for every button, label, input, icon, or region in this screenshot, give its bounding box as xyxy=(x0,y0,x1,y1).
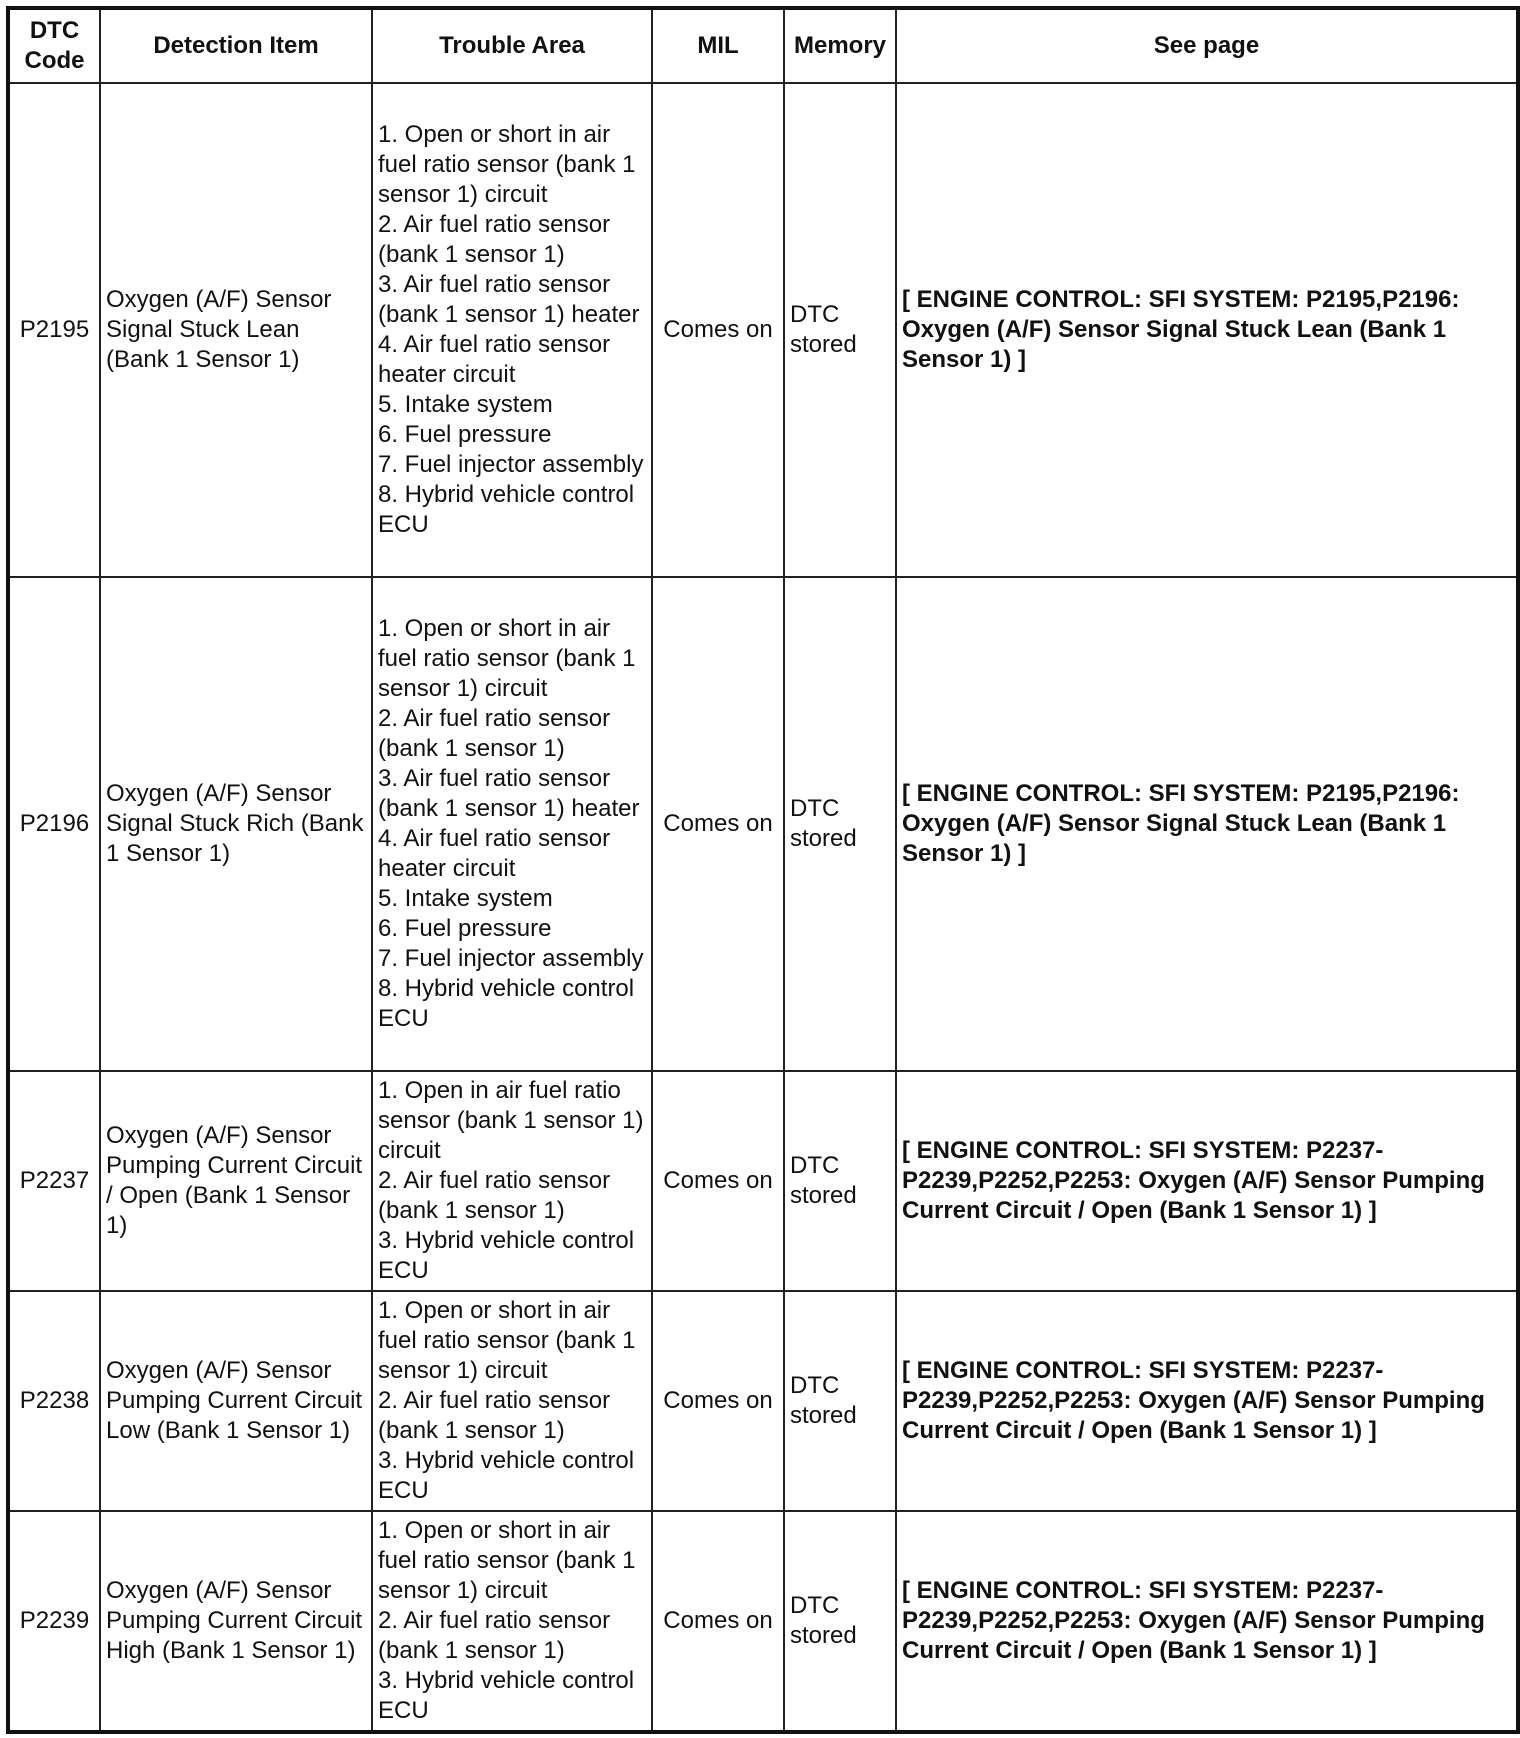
trouble-area-item: 1. Open or short in air fuel ratio sensor (bank 1 sensor 1) circuit xyxy=(378,1517,636,1604)
trouble-area-item: 2. Air fuel ratio sensor (bank 1 sensor 1) xyxy=(378,1387,611,1444)
trouble-area-item: 2. Air fuel ratio sensor (bank 1 sensor 1) xyxy=(378,1607,611,1664)
header-see-page: See page xyxy=(896,8,1518,83)
memory-cell: DTC stored xyxy=(784,1511,896,1732)
see-page-link[interactable]: [ ENGINE CONTROL: SFI SYSTEM: P2195,P2196: Oxygen (A/F) Sensor Signal Stuck Lean (Bank 1 Sensor 1) ] xyxy=(896,577,1518,1071)
trouble-area-item: 5. Intake system xyxy=(378,391,553,418)
trouble-area-item: 4. Air fuel ratio sensor heater circuit xyxy=(378,825,611,882)
trouble-area-item: 7. Fuel injector assembly xyxy=(378,451,644,478)
see-page-link[interactable]: [ ENGINE CONTROL: SFI SYSTEM: P2237-P2239,P2252,P2253: Oxygen (A/F) Sensor Pumping Current Circuit / Open (Bank 1 Sensor 1) ] xyxy=(896,1071,1518,1291)
trouble-area-item: 8. Hybrid vehicle control ECU xyxy=(378,975,635,1032)
header-detection-item: Detection Item xyxy=(100,8,372,83)
memory-cell: DTC stored xyxy=(784,1071,896,1291)
dtc-code-cell: P2195 xyxy=(8,83,100,577)
trouble-area-item: 7. Fuel injector assembly xyxy=(378,945,644,972)
trouble-area-item: 1. Open or short in air fuel ratio sensor (bank 1 sensor 1) circuit xyxy=(378,615,636,702)
trouble-area-item: 3. Air fuel ratio sensor (bank 1 sensor 1) heater xyxy=(378,765,640,822)
trouble-area-cell xyxy=(372,1071,652,1291)
detection-item-cell: Oxygen (A/F) Sensor Signal Stuck Rich (Bank 1 Sensor 1) xyxy=(100,577,372,1071)
table-row xyxy=(8,83,1518,577)
header-dtc-code-line1: DTC xyxy=(29,17,80,44)
dtc-code-cell: P2239 xyxy=(8,1511,100,1732)
detection-item-cell: Oxygen (A/F) Sensor Pumping Current Circuit High (Bank 1 Sensor 1) xyxy=(100,1511,372,1732)
detection-item-cell: Oxygen (A/F) Sensor Pumping Current Circuit / Open (Bank 1 Sensor 1) xyxy=(100,1071,372,1291)
trouble-area-cell xyxy=(372,577,652,1071)
mil-cell: Comes on xyxy=(652,83,784,577)
trouble-area-item: 1. Open or short in air fuel ratio sensor (bank 1 sensor 1) circuit xyxy=(378,1297,636,1384)
trouble-area-cell xyxy=(372,1511,652,1732)
trouble-area-item: 2. Air fuel ratio sensor (bank 1 sensor 1) xyxy=(378,211,611,268)
dtc-code-cell: P2237 xyxy=(8,1071,100,1291)
see-page-link[interactable]: [ ENGINE CONTROL: SFI SYSTEM: P2237-P2239,P2252,P2253: Oxygen (A/F) Sensor Pumping Current Circuit / Open (Bank 1 Sensor 1) ] xyxy=(896,1511,1518,1732)
header-trouble-area: Trouble Area xyxy=(372,8,652,83)
trouble-area-cell xyxy=(372,83,652,577)
header-dtc-code xyxy=(8,8,100,83)
see-page-link[interactable]: [ ENGINE CONTROL: SFI SYSTEM: P2237-P2239,P2252,P2253: Oxygen (A/F) Sensor Pumping Current Circuit / Open (Bank 1 Sensor 1) ] xyxy=(896,1291,1518,1511)
trouble-area-item: 2. Air fuel ratio sensor (bank 1 sensor 1) xyxy=(378,705,611,762)
trouble-area-cell xyxy=(372,1291,652,1511)
table-header-row xyxy=(8,8,1518,83)
trouble-area-item: 6. Fuel pressure xyxy=(378,421,552,448)
mil-cell: Comes on xyxy=(652,1071,784,1291)
see-page-link[interactable]: [ ENGINE CONTROL: SFI SYSTEM: P2195,P2196: Oxygen (A/F) Sensor Signal Stuck Lean (Bank 1 Sensor 1) ] xyxy=(896,83,1518,577)
dtc-code-cell: P2196 xyxy=(8,577,100,1071)
dtc-table xyxy=(6,6,1520,1734)
table-row xyxy=(8,577,1518,1071)
memory-cell: DTC stored xyxy=(784,83,896,577)
trouble-area-item: 5. Intake system xyxy=(378,885,553,912)
trouble-area-item: 6. Fuel pressure xyxy=(378,915,552,942)
trouble-area-item: 1. Open in air fuel ratio sensor (bank 1 sensor 1) circuit xyxy=(378,1077,644,1164)
trouble-area-item: 3. Hybrid vehicle control ECU xyxy=(378,1447,635,1504)
trouble-area-item: 4. Air fuel ratio sensor heater circuit xyxy=(378,331,611,388)
memory-cell: DTC stored xyxy=(784,577,896,1071)
trouble-area-item: 8. Hybrid vehicle control ECU xyxy=(378,481,635,538)
mil-cell: Comes on xyxy=(652,1511,784,1732)
table-row xyxy=(8,1511,1518,1732)
trouble-area-item: 3. Hybrid vehicle control ECU xyxy=(378,1227,635,1284)
memory-cell: DTC stored xyxy=(784,1291,896,1511)
detection-item-cell: Oxygen (A/F) Sensor Pumping Current Circuit Low (Bank 1 Sensor 1) xyxy=(100,1291,372,1511)
header-dtc-code-line2: Code xyxy=(24,47,85,74)
header-memory: Memory xyxy=(784,8,896,83)
header-mil: MIL xyxy=(652,8,784,83)
mil-cell: Comes on xyxy=(652,1291,784,1511)
dtc-code-cell: P2238 xyxy=(8,1291,100,1511)
table-row xyxy=(8,1071,1518,1291)
table-row xyxy=(8,1291,1518,1511)
detection-item-cell: Oxygen (A/F) Sensor Signal Stuck Lean (Bank 1 Sensor 1) xyxy=(100,83,372,577)
mil-cell: Comes on xyxy=(652,577,784,1071)
trouble-area-item: 3. Hybrid vehicle control ECU xyxy=(378,1667,635,1724)
trouble-area-item: 1. Open or short in air fuel ratio sensor (bank 1 sensor 1) circuit xyxy=(378,121,636,208)
trouble-area-item: 2. Air fuel ratio sensor (bank 1 sensor 1) xyxy=(378,1167,611,1224)
trouble-area-item: 3. Air fuel ratio sensor (bank 1 sensor 1) heater xyxy=(378,271,640,328)
